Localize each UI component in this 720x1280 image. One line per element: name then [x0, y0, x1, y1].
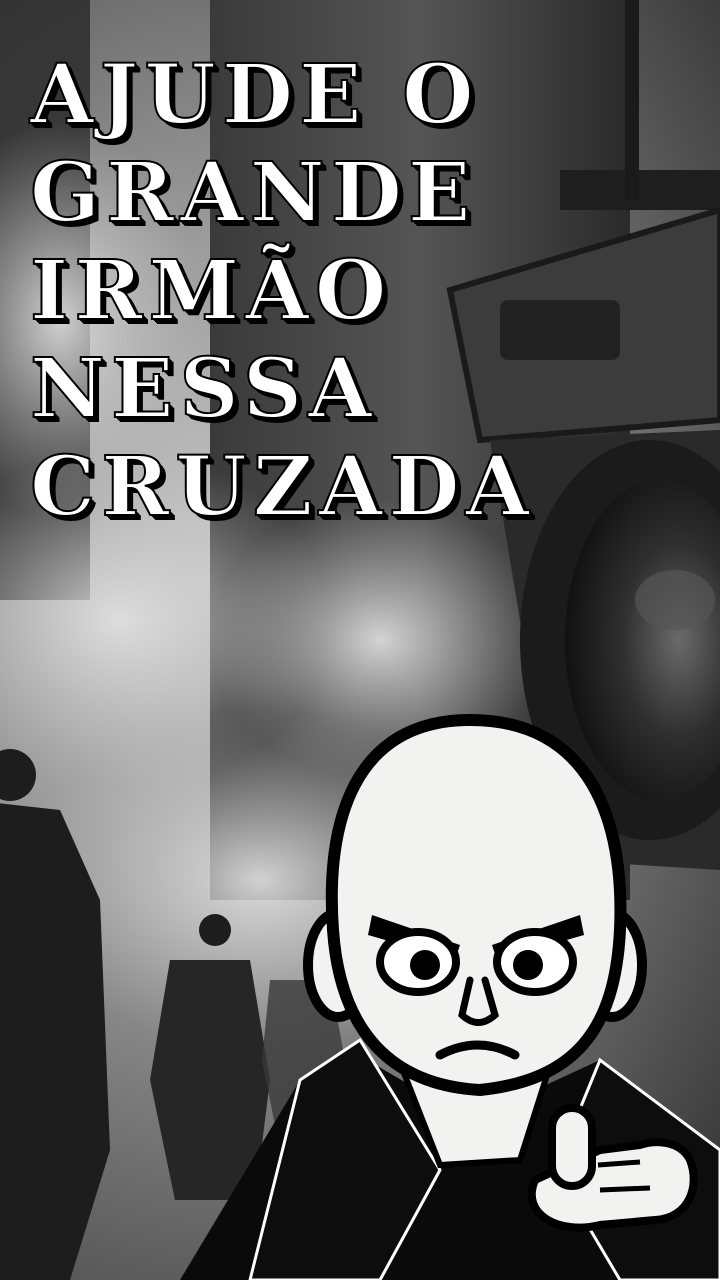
headline: [30, 46, 590, 536]
headline-line-1: AJUDE O: [30, 47, 480, 143]
headline-line-5: CRUZADA: [30, 439, 536, 535]
character-pupil-left: [410, 950, 440, 980]
character-head: [332, 720, 621, 1090]
headline-line-2: GRANDE: [30, 145, 477, 241]
headline-line-3: IRMÃO: [30, 243, 393, 339]
character-pupil-right: [513, 950, 543, 980]
person-head: [199, 914, 231, 946]
headline-line-4: NESSA: [30, 341, 378, 437]
background-pole: [625, 0, 639, 200]
camera-eye-icon: [635, 570, 715, 630]
